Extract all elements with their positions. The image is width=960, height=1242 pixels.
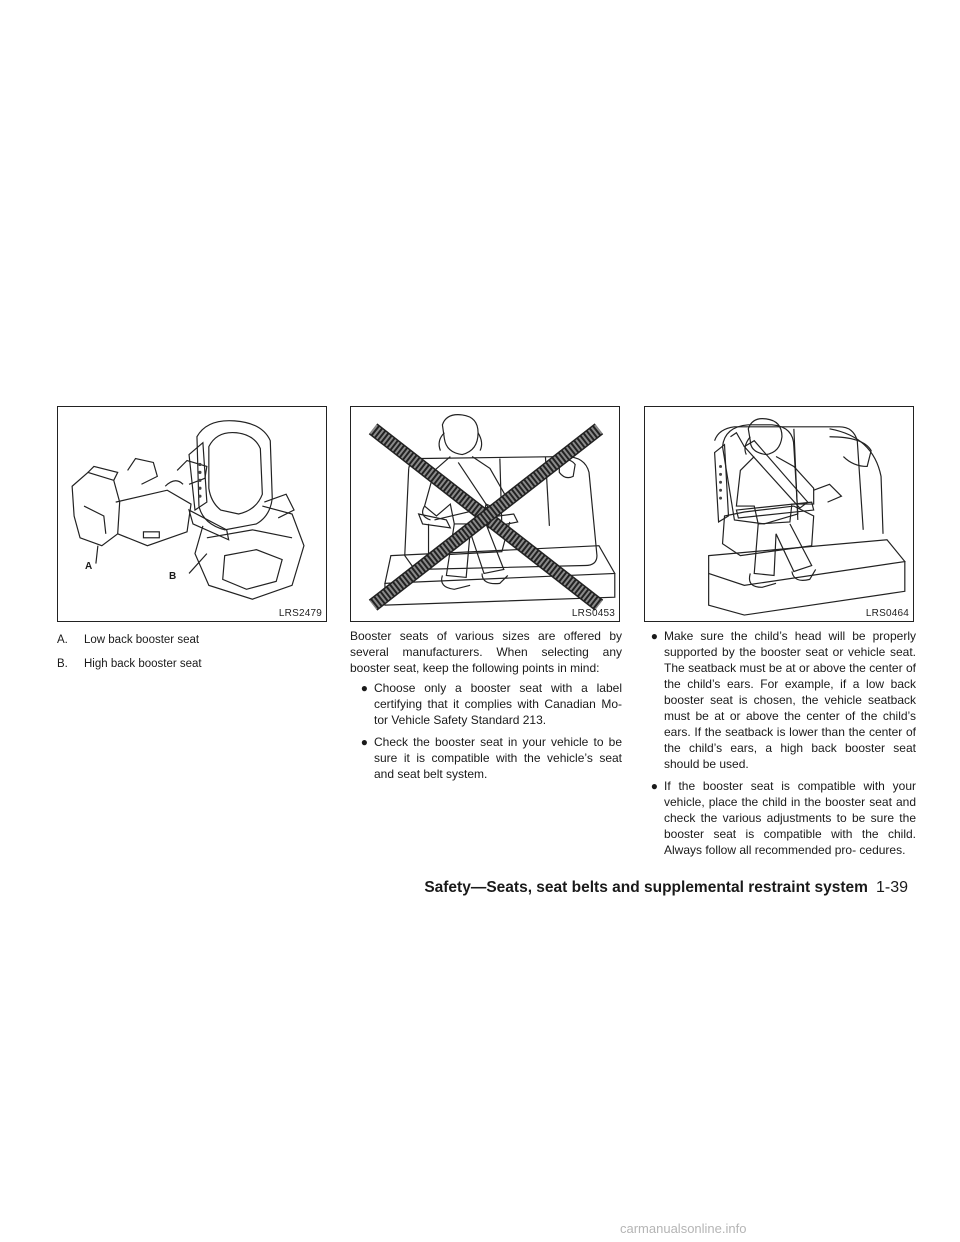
bullet-icon: ●: [360, 735, 368, 749]
text-column-2: [350, 628, 622, 788]
caption-key: B.: [57, 658, 68, 670]
intro-paragraph: Booster seats of various sizes are offered by several manufacturers. When selecting any booster seat, keep the following points in mind:: [350, 629, 622, 675]
incorrect-seating-illustration: [351, 407, 619, 621]
caption-text: Low back booster seat: [84, 634, 200, 646]
page-footer: [424, 879, 908, 897]
bullet-item: [644, 628, 916, 772]
watermark: carmanualsonline.info: [620, 1221, 747, 1236]
section-title: Safety—Seats, seat belts and supplemental restraint system: [424, 879, 868, 896]
bullet-item: [350, 680, 622, 728]
bullet-text: Check the booster seat in your vehicle to be sure it is compatible with the vehicle’s seat and seat belt system.: [374, 735, 622, 781]
callout-label-b: B: [169, 571, 177, 582]
figure-correct-seating: [644, 406, 914, 622]
correct-seating-illustration: [645, 407, 913, 621]
bullet-text: Choose only a booster seat with a label certifying that it complies with Canadian Mo- tor Vehicle Safety Standard 213.: [374, 681, 622, 727]
figure-code: LRS2479: [278, 608, 322, 619]
bullet-icon: ●: [650, 779, 658, 793]
bullet-item: [644, 778, 916, 858]
callout-label-a: A: [85, 561, 93, 572]
bullet-text: Make sure the child’s head will be properly supported by the booster seat or vehicle seat. The seatback must be at or above the center of the child’s ears. For example, if a low back booster seat is chosen, the vehicle seatback must be at or above the center of the child’s ears. If the seatback is lower than the center of the child’s ears, a high back booster seat should be used.: [664, 629, 916, 771]
caption-key: A.: [57, 634, 68, 646]
caption-b: [57, 656, 329, 672]
figure-code: LRS0464: [865, 608, 909, 619]
figure-incorrect-seating: [350, 406, 620, 622]
figure-booster-seats: [57, 406, 327, 622]
bullet-text: If the booster seat is compatible with your vehicle, place the child in the booster seat and check the various adjustments to be sure the booster seat is compatible with the child. Always follow all recommended pro- cedures.: [664, 779, 916, 857]
figure-captions: [57, 628, 329, 680]
bullet-icon: ●: [360, 681, 368, 695]
text-column-3: [644, 628, 916, 864]
caption-a: [57, 632, 329, 648]
page-number: 1-39: [875, 879, 908, 896]
bullet-icon: ●: [650, 629, 658, 643]
caption-text: High back booster seat: [84, 658, 202, 670]
figure-code: LRS0453: [571, 608, 615, 619]
bullet-item: [350, 734, 622, 782]
booster-seats-illustration: [58, 407, 326, 621]
